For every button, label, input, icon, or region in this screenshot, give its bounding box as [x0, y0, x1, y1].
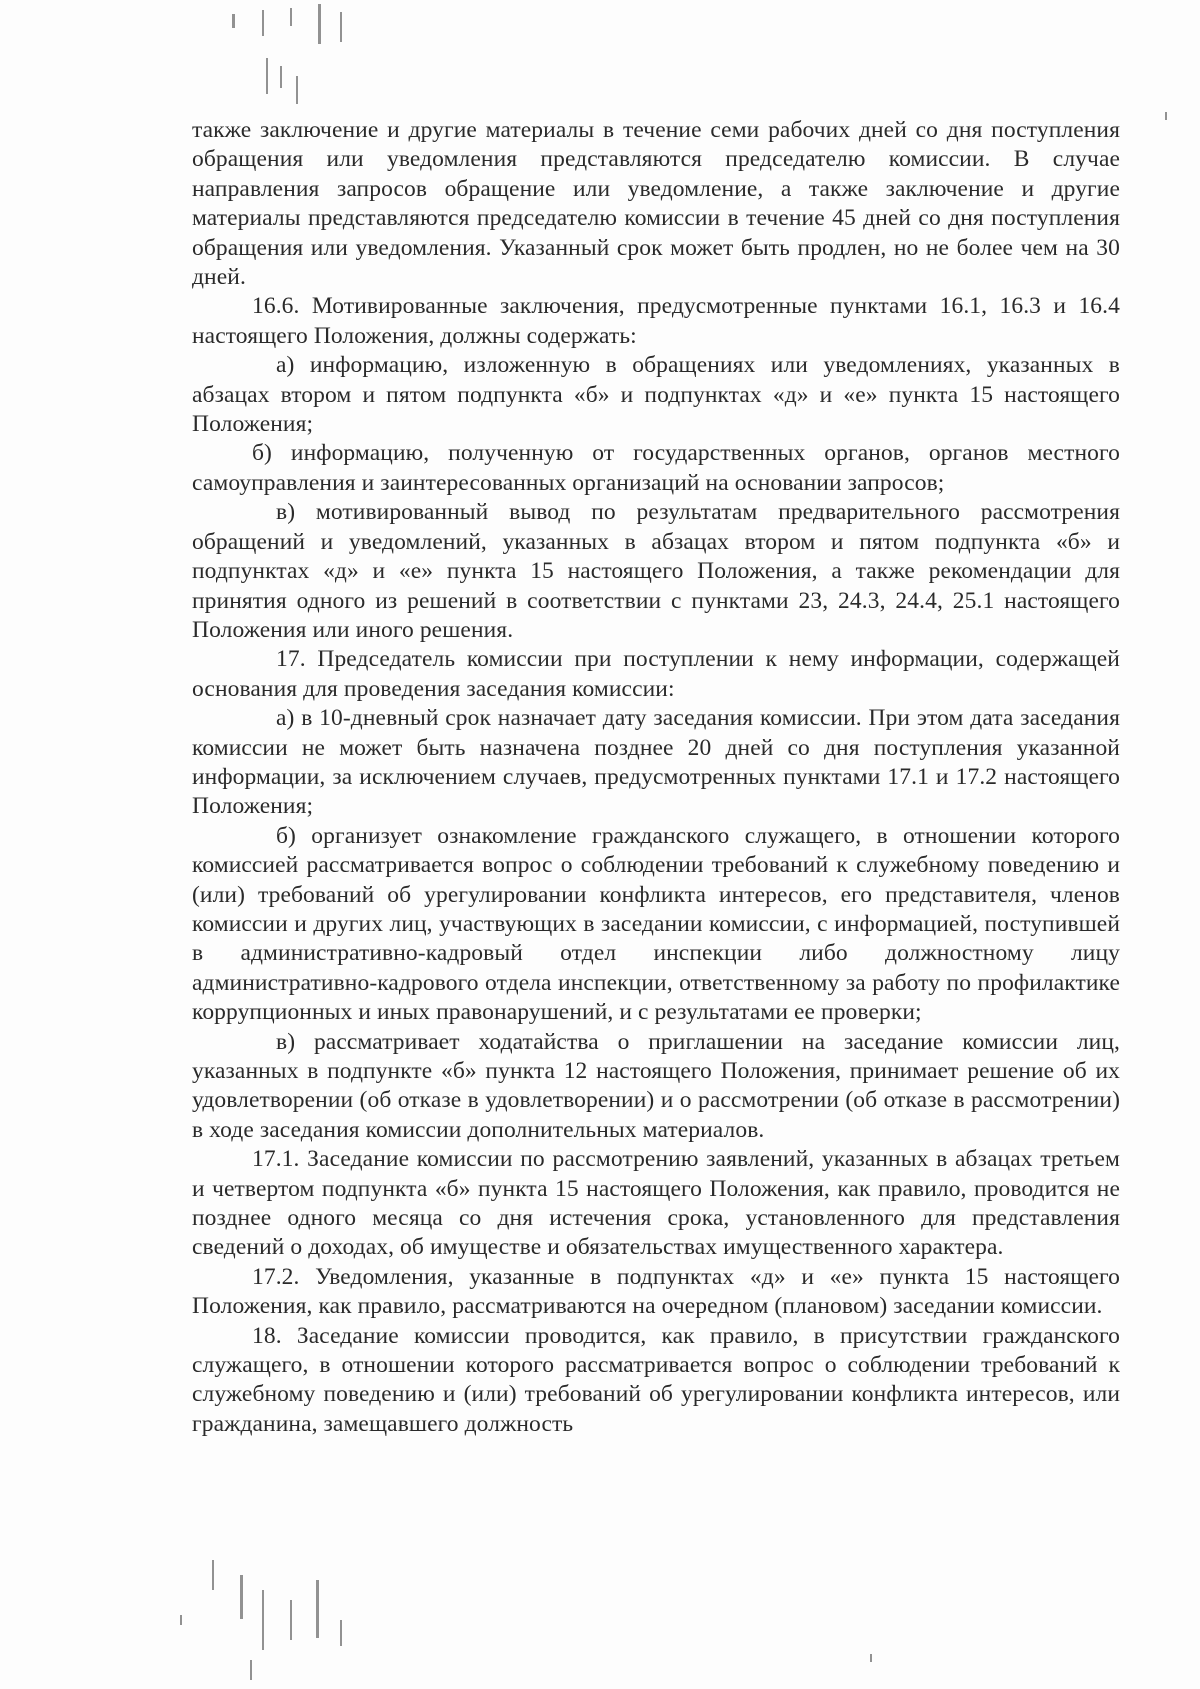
paragraph: 17.1. Заседание комиссии по рассмотрению заявлений, указанных в абзацах третьем и четвертом подпункта «б» пункта 15 настоящего Положения, как правило, проводится не позднее одного месяца со дня истечения срока, установленного для представления сведений о доходах, об имуществе и обязательствах имущественного характера.: [192, 1146, 1120, 1261]
scan-artifact: [240, 1575, 243, 1619]
scan-artifact: [232, 14, 235, 28]
paragraph: также заключение и другие материалы в течение семи рабочих дней со дня поступления обращения или уведомления представляются председателю комиссии. В случае направления запросов обращение или уведомление, а также заключение и другие материалы представляются председателю комиссии в течение 45 дней со дня поступления обращения или уведомления. Указанный срок может быть продлен, но не более чем на 30 дней.: [192, 117, 1120, 291]
paragraph: а) информацию, изложенную в обращениях или уведомлениях, указанных в абзацах втором и пятом подпункта «б» и подпунктах «д» и «е» пункта 15 настоящего Положения;: [192, 352, 1120, 438]
paragraph: в) мотивированный вывод по результатам предварительного рассмотрения обращений и уведомлений, указанных в абзацах втором и пятом подпункта «б» и подпунктах «д» и «е» пункта 15 настоящего Положения, а также рекомендации для принятия одного из решений в соответствии с пунктами 23, 24.3, 24.4, 25.1 настоящего Положения или иного решения.: [192, 499, 1120, 643]
scan-artifact: [250, 1660, 252, 1680]
scan-artifact: [262, 10, 264, 36]
scan-artifact: [180, 1615, 182, 1625]
paragraph: 17.2. Уведомления, указанные в подпунктах «д» и «е» пункта 15 настоящего Положения, как правило, рассматриваются на очередном (плановом) заседании комиссии.: [192, 1263, 1120, 1320]
scan-artifact: [316, 1580, 319, 1638]
scan-artifact: [280, 66, 282, 88]
paragraph: а) в 10-дневный срок назначает дату заседания комиссии. При этом дата заседания комиссии не может быть назначена позднее 20 дней со дня поступления указанной информации, за исключением случаев, предусмотренных пунктами 17.1 и 17.2 настоящего Положения;: [192, 705, 1120, 820]
scan-artifact: [870, 1654, 872, 1662]
scan-artifact: [290, 8, 292, 26]
paragraph: 18. Заседание комиссии проводится, как правило, в присутствии гражданского служащего, в отношении которого рассматривается вопрос о соблюдении требований к служебному поведению и (или) требований об урегулировании конфликта интересов, или гражданина, замещавшего должность: [192, 1322, 1120, 1437]
paragraph: 17. Председатель комиссии при поступлении к нему информации, содержащей основания для проведения заседания комиссии:: [192, 646, 1120, 702]
paragraph: 16.6. Мотивированные заключения, предусмотренные пунктами 16.1, 16.3 и 16.4 настоящего Положения, должны содержать:: [192, 293, 1120, 349]
scan-artifact: [290, 1600, 292, 1640]
scan-artifact: [266, 58, 268, 94]
scan-artifact: [1165, 112, 1167, 120]
scan-artifact: [318, 4, 321, 44]
scan-artifact: [296, 76, 298, 104]
scan-artifact: [262, 1590, 264, 1650]
paragraph: б) информацию, полученную от государственных органов, органов местного самоуправления и заинтересованных организаций на основании запросов;: [192, 440, 1120, 496]
scan-artifact: [212, 1560, 214, 1590]
scan-artifact: [340, 1620, 342, 1646]
paragraph: в) рассматривает ходатайства о приглашении на заседание комиссии лиц, указанных в подпункте «б» пункта 12 настоящего Положения, принимает решение об их удовлетворении (об отказе в удовлетворении) и о рассмотрении (об отказе в рассмотрении) в ходе заседания комиссии дополнительных материалов.: [192, 1028, 1120, 1143]
paragraph: б) организует ознакомление гражданского служащего, в отношении которого комиссией рассматривается вопрос о соблюдении требований к служебному поведению и (или) требований об урегулировании конфликта интересов, его представителя, членов комиссии и других лиц, участвующих в заседании комиссии, с информацией, поступившей в административно-кадровый отдел инспекции либо должностному лицу административно-кадрового отдела инспекции, ответственному за работу по профилактике коррупционных и иных правонарушений, и с результатами ее проверки;: [192, 822, 1120, 1026]
scan-artifact: [340, 12, 342, 42]
document-body: [192, 116, 1120, 1439]
